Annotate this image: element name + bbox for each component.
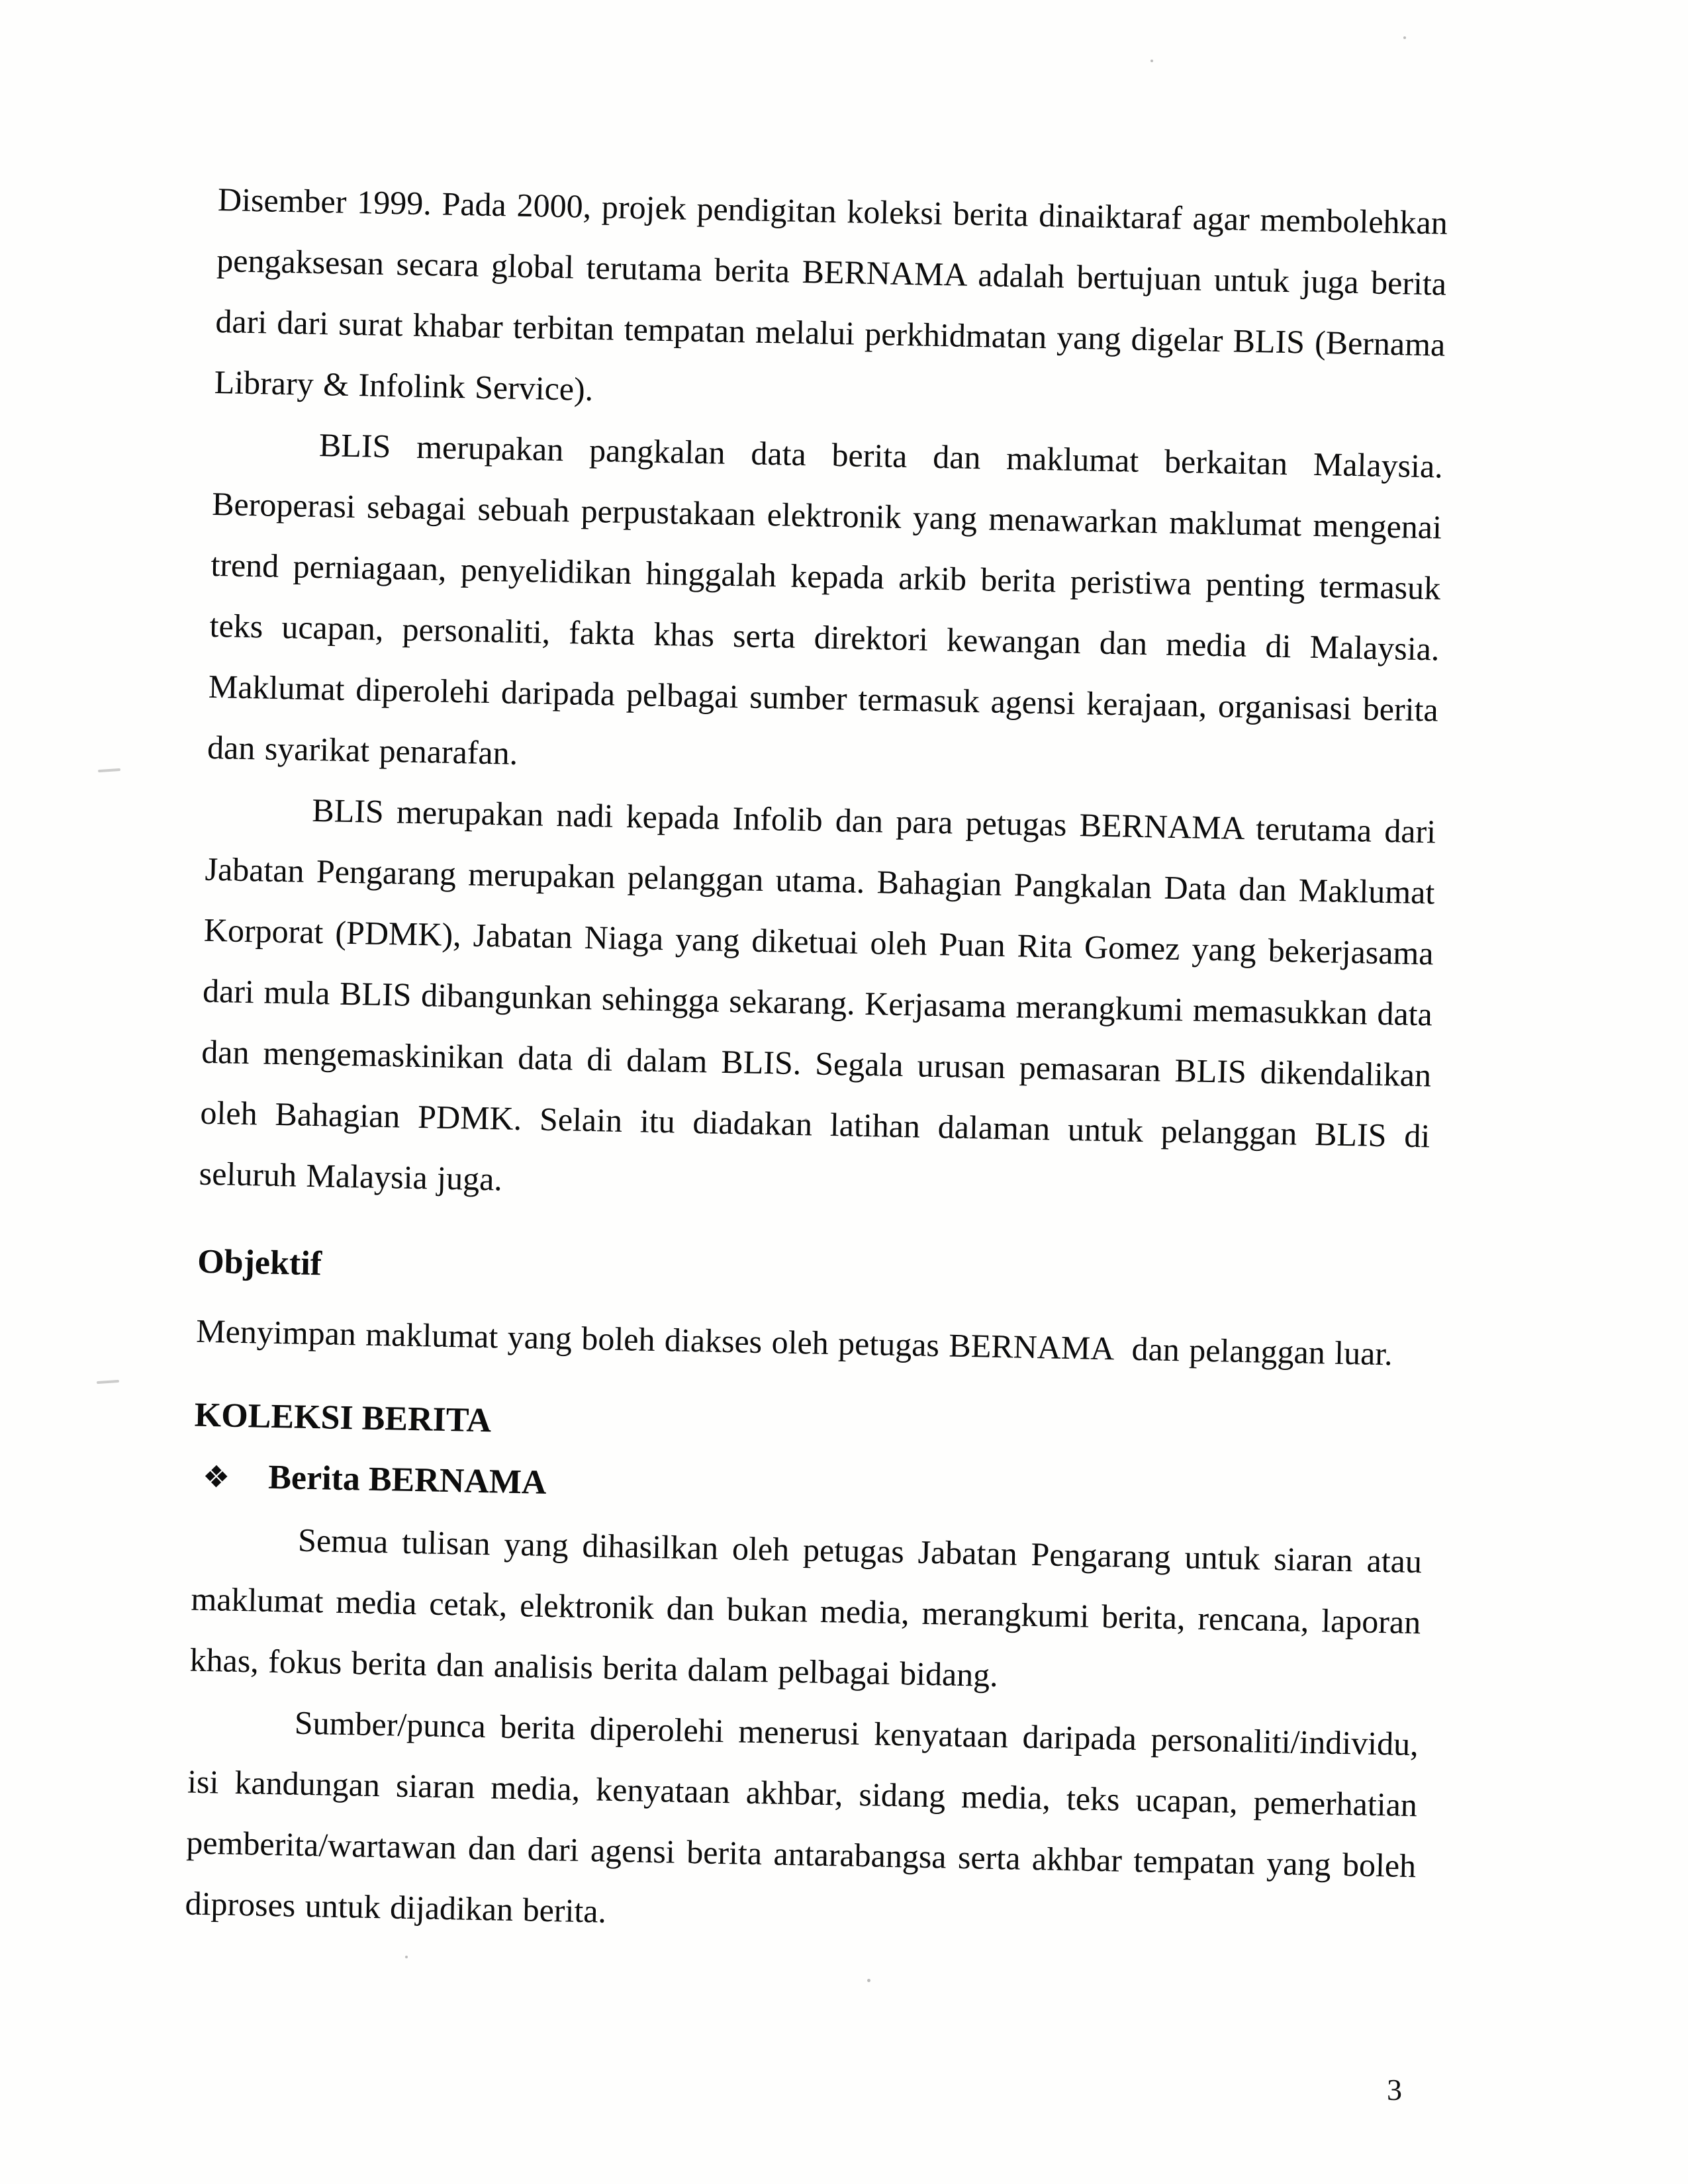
body-paragraph-blis-role: BLIS merupakan nadi kepada Infolib dan para petugas BERNAMA terutama dari Jabatan Pengarang merupakan pelanggan utama. Bahagian Pangkalan Data dan Maklumat Korporat (PDMK), Jabatan Niaga yang diketuai oleh Puan Rita Gomez yang bekerjasama dari mula BLIS dibangunkan sehingga sekarang. Kerjasama merangkumi memasukkan data dan mengemaskinikan data di dalam BLIS. Segala urusan pemasaran BLIS dikendalikan oleh Bahagian PDMK. Selain itu diadakan latihan dalaman untuk pelanggan BLIS di seluruh Malaysia juga. — [199, 791, 1436, 1198]
body-paragraph-continuation: Disember 1999. Pada 2000, projek pendigitan koleksi berita dinaiktaraf agar membolehkan pengaksesan secara global terutama berita BERNAMA adalah bertujuan untuk juga berita dari dari surat khabar terbitan tempatan melalui perkhidmatan yang digelar BLIS (Bernama Library & Infolink Service). — [214, 180, 1448, 408]
body-paragraph-sumber-punca: Sumber/punca berita diperolehi menerusi kenyataan daripada personaliti/individu, isi kandungan siaran media, kenyataan akhbar, sidang media, teks ucapan, pemerhatian pemberita/wartawan dan dari agensi berita antarabangsa serta akhbar tempatan yang boleh diproses untuk dijadikan berita. — [185, 1704, 1419, 1930]
objektif-heading: Objektif — [197, 1242, 322, 1283]
scan-artifact-speck — [405, 1956, 408, 1958]
objektif-text: Menyimpan maklumat yang boleh diakses oleh petugas BERNAMA dan pelanggan luar. — [195, 1312, 1393, 1373]
body-paragraph-blis-overview: BLIS merupakan pangkalan data berita dan maklumat berkaitan Malaysia. Beroperasi sebagai sebuah perpustakaan elektronik yang menawarkan maklumat mengenai trend perniagaan, penyelidikan hinggalah kepada arkib berita peristiwa penting termasuk teks ucapan, personaliti, fakta khas serta direktori kewangan dan media di Malaysia. Maklumat diperolehi daripada pelbagai sumber termasuk agensi kerajaan, organisasi berita dan syarikat penarafan. — [207, 426, 1444, 772]
scan-artifact-speck — [867, 1979, 870, 1982]
scan-artifact-speck — [1150, 60, 1153, 62]
koleksi-berita-heading: KOLEKSI BERITA — [194, 1396, 492, 1440]
scan-artifact-speck — [544, 199, 547, 202]
scan-artifact-speck — [1165, 1625, 1168, 1627]
scan-artifact-speck — [804, 1118, 808, 1122]
scan-artifact-speck — [1403, 36, 1406, 39]
body-paragraph-semua-tulisan: Semua tulisan yang dihasilkan oleh petugas Jabatan Pengarang untuk siaran atau maklumat media cetak, elektronik dan bukan media, merangkumi berita, rencana, laporan khas, fokus berita dan analisis berita dalam pelbagai bidang. — [189, 1521, 1423, 1694]
scan-artifact-speck — [1274, 956, 1277, 959]
scan-artifact-dash — [98, 768, 120, 772]
diamond-bullet-icon: ❖ — [202, 1459, 230, 1494]
scan-artifact-dash — [97, 1380, 119, 1384]
page-number: 3 — [1387, 2073, 1402, 2107]
page-text-block — [185, 169, 1448, 1957]
bullet-item-title: Berita BERNAMA — [267, 1458, 547, 1502]
